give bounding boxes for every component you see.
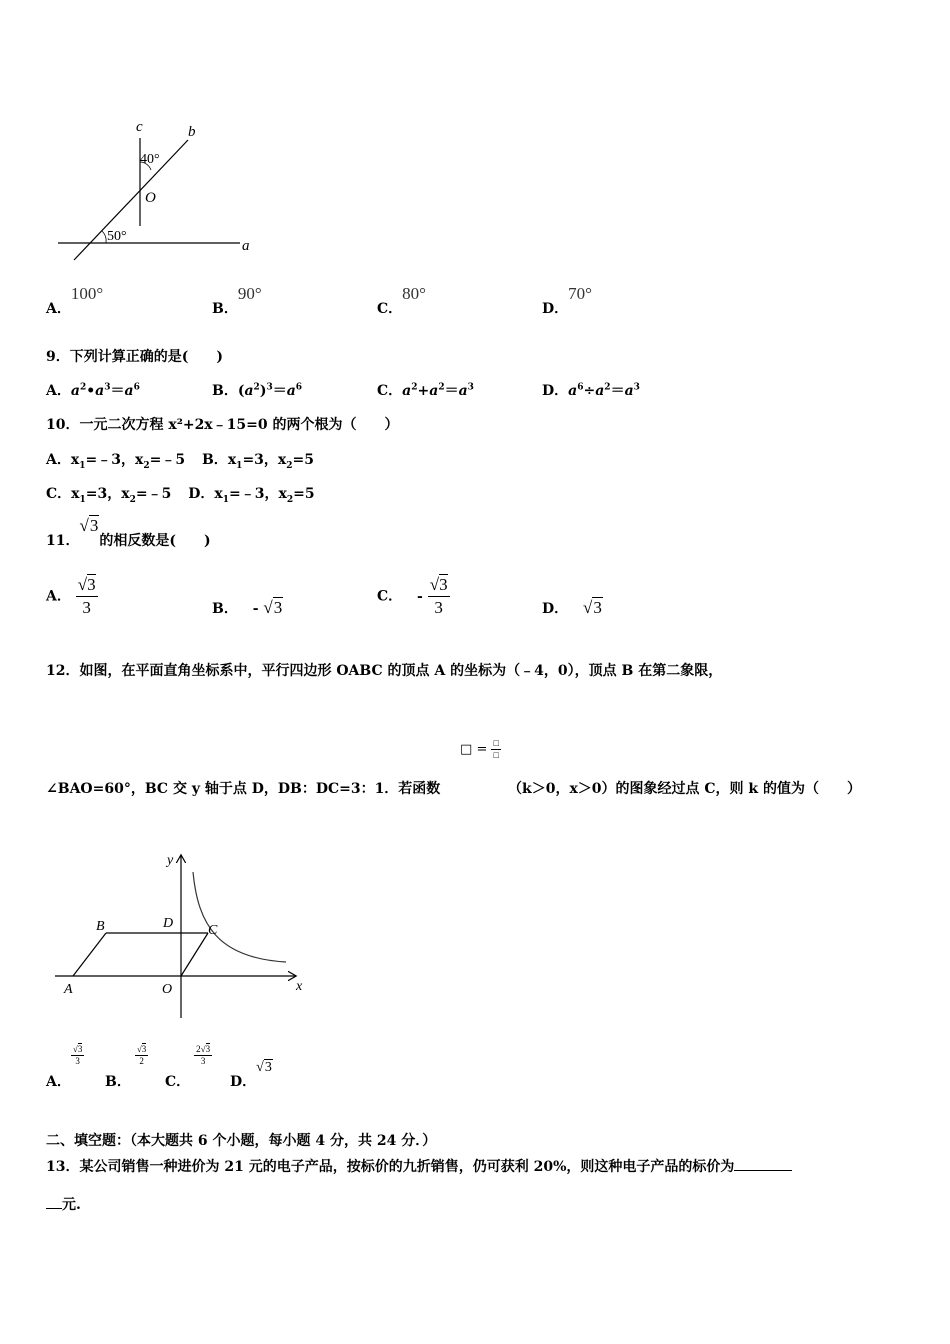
option-letter: D． <box>542 601 569 617</box>
q12-line2-start: ∠BAO=60°，BC 交 y 轴于点 D，DB：DC=3：1．若函数 <box>46 781 441 797</box>
label-angle-40: 40° <box>140 152 160 167</box>
q13-tail: 元. <box>46 1194 81 1214</box>
q9-option-d[interactable]: D．$a^6\div a^2=a^3$ <box>542 382 640 399</box>
sqrt-expression: √3 <box>79 516 99 535</box>
minus-sign: - <box>252 601 259 617</box>
option-value: 70° <box>568 284 592 303</box>
option-letter: A． <box>46 1074 71 1090</box>
label-b: b <box>188 124 196 140</box>
q8-option-d[interactable] <box>542 284 592 318</box>
option-letter: C． <box>377 588 403 605</box>
option-letter: B． <box>212 601 238 617</box>
label-y: y <box>167 853 174 868</box>
option-letter: B． <box>212 383 238 399</box>
line-b <box>74 140 188 260</box>
label-o: O <box>162 982 173 997</box>
q10-option-b[interactable]: B．$x_1=3$，$x_2=5$ <box>201 452 315 471</box>
option-value: 90° <box>237 284 262 303</box>
option-letter: D． <box>230 1074 257 1090</box>
option-letter: C． <box>377 383 403 399</box>
option-value: 80° <box>402 284 426 303</box>
q8-option-c[interactable] <box>377 284 426 318</box>
q10-options-row1 <box>46 449 314 469</box>
sqrt-expression: √3 <box>583 598 602 617</box>
q12-line2-end: （k＞0，x＞0）的图象经过点 C，则 k 的值为（ ） <box>508 781 861 797</box>
sqrt-expression: √3 <box>256 1060 272 1075</box>
q12-line1: 12．如图，在平面直角坐标系中，平行四边形 OABC 的顶点 A 的坐标为（﹣4，0），顶点 B 在第二象限， <box>46 663 723 679</box>
q9-option-b[interactable]: B．$(a^2)^3=a^6$ <box>212 382 303 399</box>
fraction: $\frac{√3}{3}$ <box>77 575 96 617</box>
q10-option-a[interactable]: A．$x_1=﹣3$，$x_2=﹣5$ <box>46 452 186 471</box>
q8-option-b[interactable] <box>212 284 262 318</box>
q11-option-d[interactable] <box>542 598 603 618</box>
q13-text: 13．某公司销售一种进价为 21 元的电子产品，按标价的九折销售，仍可获利 20%，则这种电子产品的标价为 <box>46 1156 792 1176</box>
option-letter: A． <box>46 301 71 317</box>
q12-function-formula: □ = $\frac{□}{□}$ <box>460 738 499 760</box>
option-letter: A． <box>46 383 71 399</box>
q10-option-d[interactable]: D．$x_1=﹣3$，$x_2=5$ <box>188 486 315 505</box>
q9-stem: 9．下列计算正确的是( ) <box>46 349 223 365</box>
fraction: $\frac{2√3}{3}$ <box>196 1044 211 1066</box>
label-x: x <box>296 979 303 994</box>
option-letter: B． <box>105 1074 131 1090</box>
label-c: C <box>208 923 218 938</box>
hyperbola-curve <box>193 872 286 962</box>
q11-option-c[interactable] <box>377 574 450 619</box>
angle-arc-bottom <box>102 231 106 243</box>
label-o: O <box>145 190 156 206</box>
side-ab <box>73 933 106 976</box>
option-letter: B． <box>212 301 238 317</box>
label-b: B <box>96 919 105 934</box>
q9-option-a[interactable]: A．$a^2•a^3=a^6$ <box>46 382 140 399</box>
q12-option-d[interactable] <box>230 1060 273 1091</box>
section2-title: 二、填空题：（本大题共 6 个小题，每小题 4 分，共 24 分．） <box>46 1133 437 1149</box>
label-d: D <box>163 916 174 931</box>
q10-options-row2 <box>46 483 315 503</box>
label-a: a <box>242 238 250 254</box>
minus-sign: - <box>417 588 423 605</box>
q12-option-b[interactable] <box>105 1044 148 1091</box>
label-c: c <box>136 119 143 135</box>
q10-option-c[interactable]: C．$x_1=3$，$x_2=﹣5$ <box>46 486 172 505</box>
q12-option-a[interactable] <box>46 1044 84 1091</box>
fraction: $\frac{√3}{2}$ <box>136 1044 147 1066</box>
angle-figure <box>40 110 270 275</box>
q11-option-b[interactable] <box>212 598 283 618</box>
answer-blank[interactable] <box>734 1156 792 1171</box>
q8-option-a[interactable] <box>46 284 103 318</box>
option-letter: D． <box>542 301 569 317</box>
coordinate-figure <box>50 850 315 1025</box>
fraction: $\frac{√3}{3}$ <box>429 575 448 617</box>
option-value: 100° <box>70 284 104 303</box>
side-oc <box>181 933 208 976</box>
answer-blank-continued[interactable] <box>46 1194 62 1209</box>
q11-stem: 11．√3的相反数是( ) <box>46 516 211 549</box>
label-angle-50: 50° <box>107 229 127 244</box>
option-letter: A． <box>46 588 71 605</box>
option-letter: C． <box>377 301 403 317</box>
q12-option-c[interactable] <box>165 1044 212 1091</box>
q9-option-c[interactable]: C．$a^2+a^2=a^3$ <box>377 382 474 399</box>
q10-stem: 10．一元二次方程 x²+2x﹣15=0 的两个根为（ ） <box>46 417 399 433</box>
formula-fraction: $\frac{□}{□}$ <box>493 738 499 760</box>
option-letter: C． <box>165 1074 191 1090</box>
option-letter: D． <box>542 383 569 399</box>
label-a: A <box>64 982 73 997</box>
sqrt-expression: √3 <box>263 598 283 617</box>
fraction: $\frac{√3}{3}$ <box>72 1044 83 1066</box>
q11-option-a[interactable] <box>46 574 98 619</box>
